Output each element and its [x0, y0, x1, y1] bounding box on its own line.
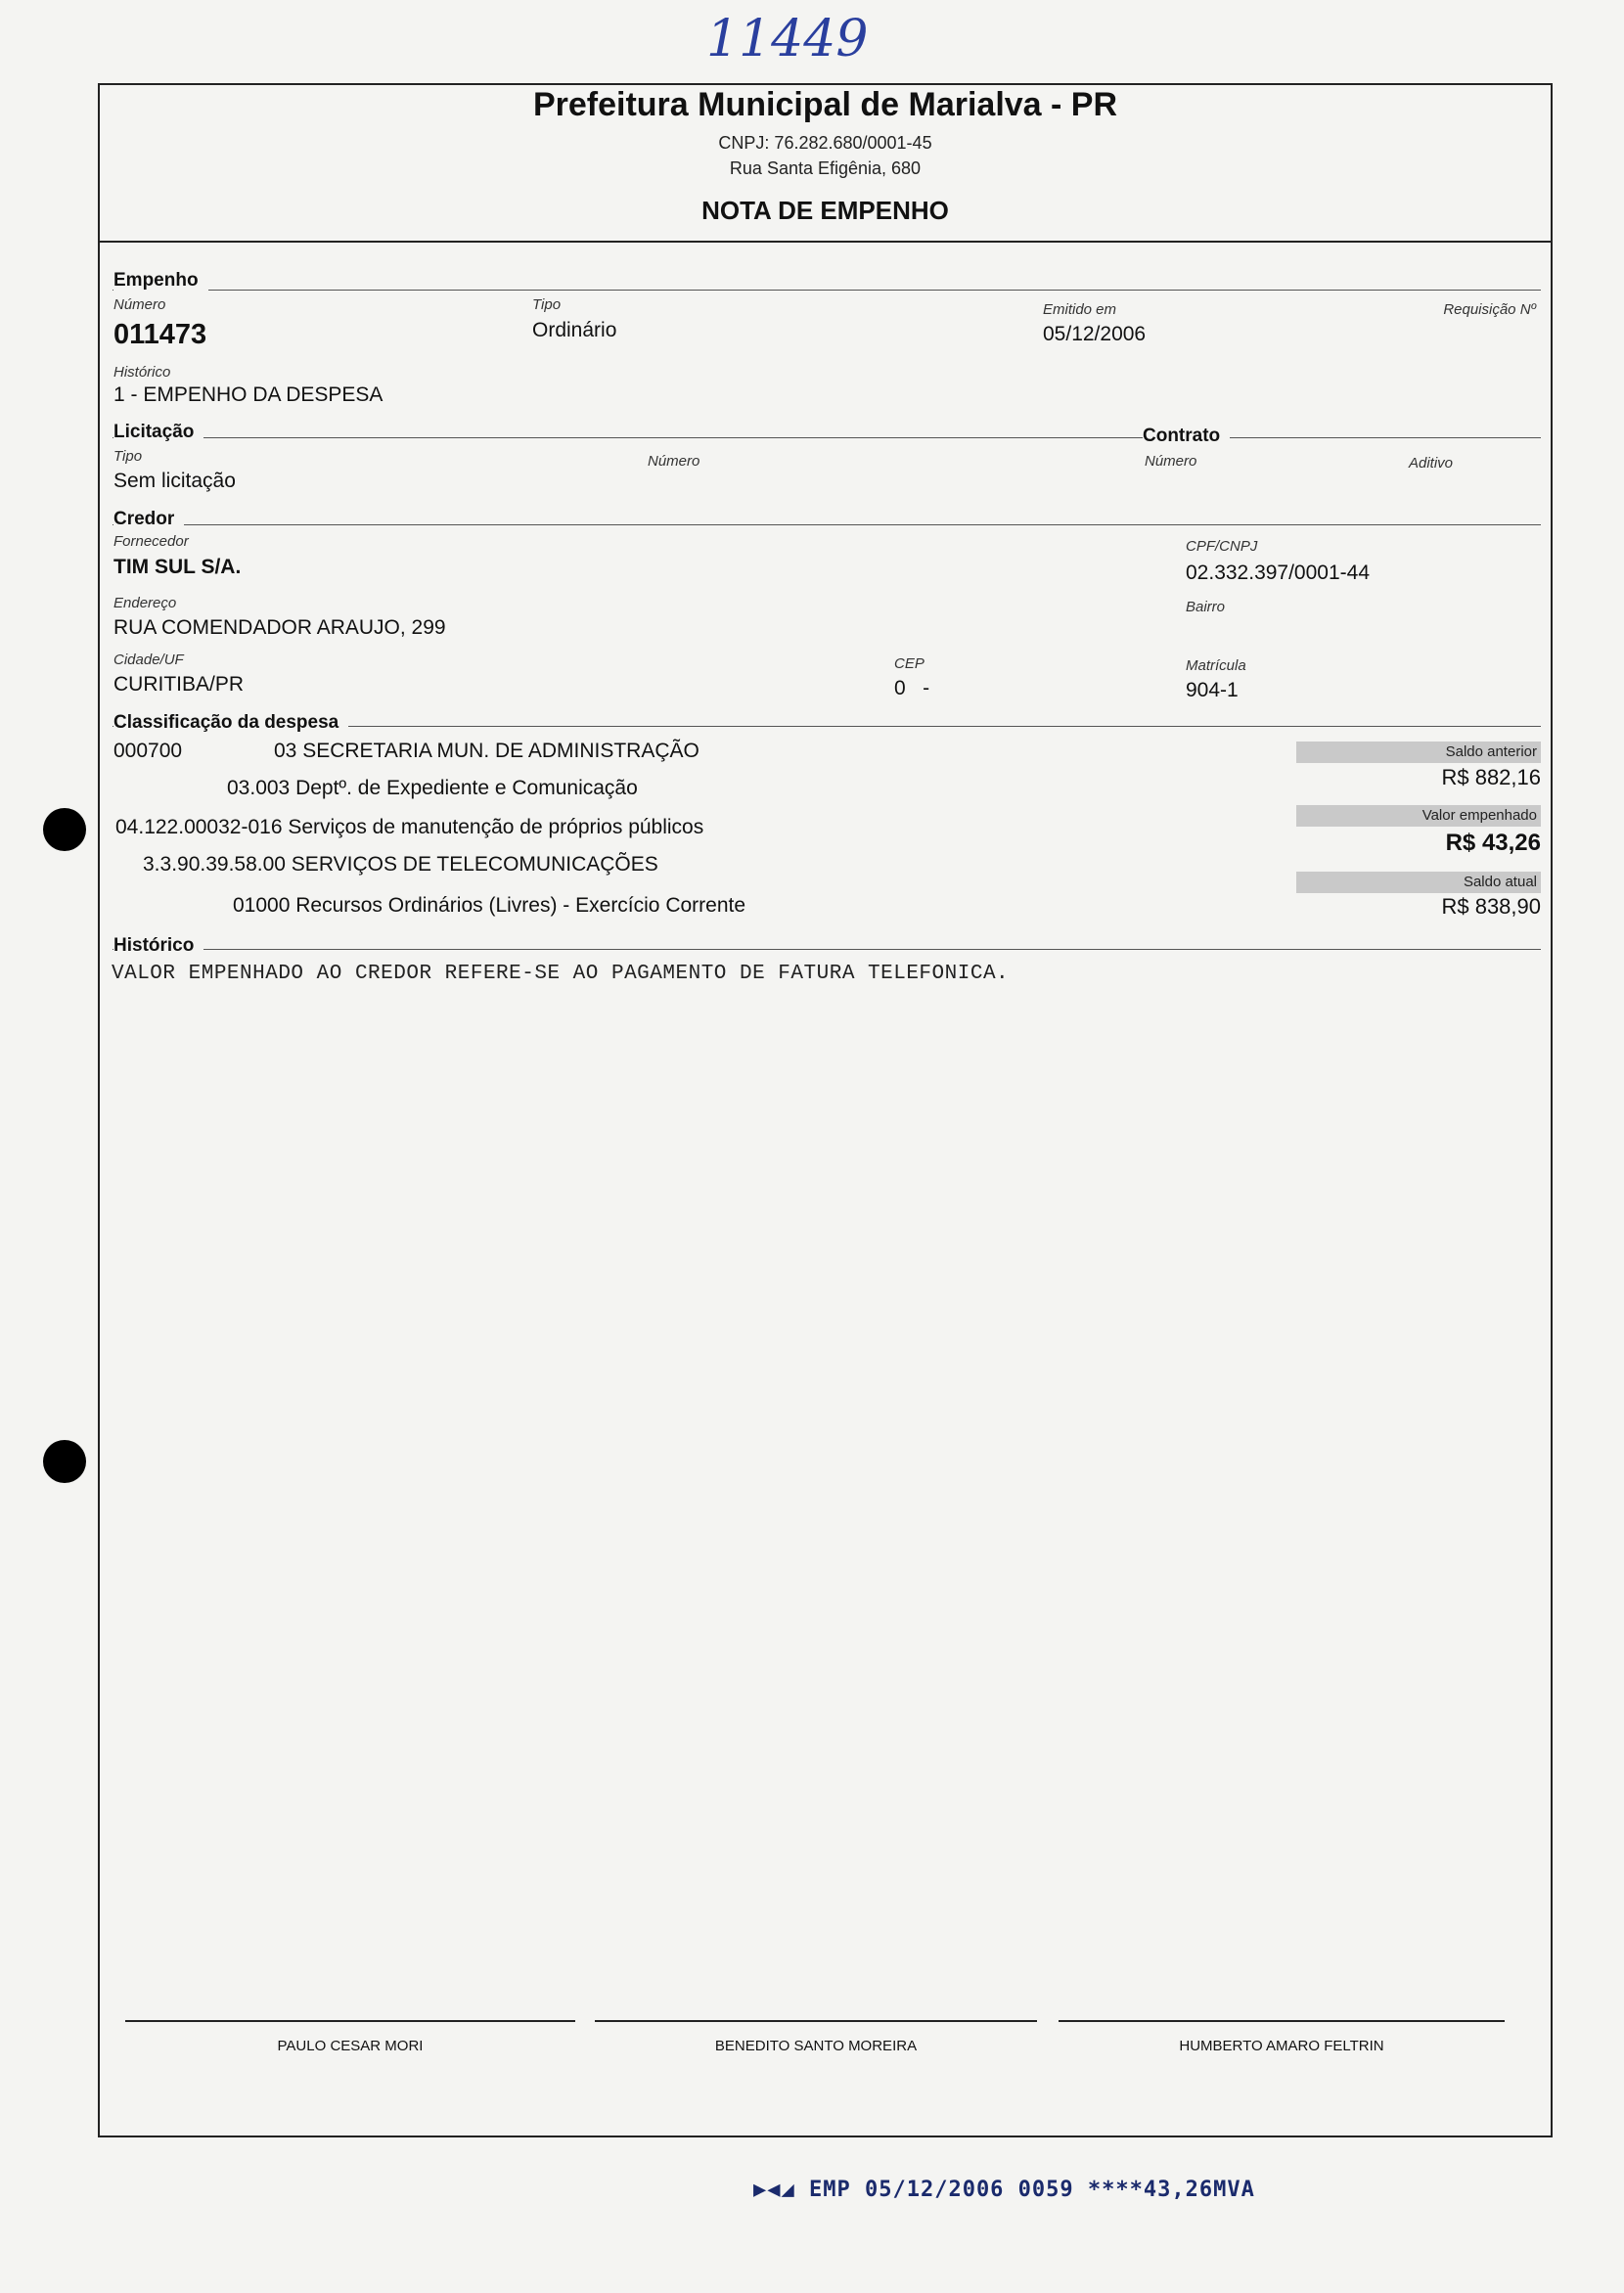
empenho-tipo: Ordinário [532, 319, 617, 341]
empenho-tipo-label: Tipo [532, 296, 562, 313]
historico-rule [113, 949, 1541, 950]
signature-name-2: BENEDITO SANTO MOREIRA [714, 2038, 918, 2054]
licitacao-rule [113, 437, 1541, 438]
credor-cpf-label: CPF/CNPJ [1186, 538, 1258, 555]
classificacao-section-title: Classificação da despesa [113, 712, 348, 734]
credor-matricula: 904-1 [1186, 679, 1239, 701]
empenho-emitido: 05/12/2006 [1043, 323, 1147, 345]
classificacao-line-0: 000700 [113, 740, 183, 762]
signature-line-2 [595, 2020, 1037, 2022]
empenho-historico-label: Histórico [113, 364, 171, 381]
protocol-stamp [753, 2178, 1262, 2202]
empenho-historico: 1 - EMPENHO DA DESPESA [113, 383, 383, 406]
credor-cidade: CURITIBA/PR [113, 673, 245, 696]
credor-endereco-label: Endereço [113, 595, 177, 611]
contrato-section-title: Contrato [1143, 426, 1230, 447]
classificacao-line-5: 01000 Recursos Ordinários (Livres) - Exercício Corrente [233, 894, 746, 917]
empenho-section-title: Empenho [113, 270, 208, 292]
licitacao-tipo-label: Tipo [113, 448, 143, 465]
licitacao-section-title: Licitação [113, 422, 203, 443]
header-separator [98, 241, 1553, 243]
saldo-atual-value: R$ 838,90 [1441, 894, 1541, 919]
signature-line-1 [125, 2020, 575, 2022]
credor-rule [113, 524, 1541, 525]
historico-section-title: Histórico [113, 935, 203, 957]
stamp-text: EMP 05/12/2006 0059 ****43,26MVA [809, 2178, 1255, 2202]
contrato-aditivo-label: Aditivo [1409, 455, 1454, 472]
empenho-numero-label: Número [113, 296, 166, 313]
saldo-atual-label: Saldo atual [1296, 872, 1541, 893]
document-title: NOTA DE EMPENHO [701, 196, 949, 225]
credor-endereco: RUA COMENDADOR ARAUJO, 299 [113, 616, 446, 639]
punch-hole-top [43, 808, 86, 851]
empenho-rule [113, 290, 1541, 291]
credor-matricula-label: Matrícula [1186, 657, 1246, 674]
saldo-anterior-value: R$ 882,16 [1441, 765, 1541, 789]
credor-cep: 0 - [894, 677, 930, 699]
licitacao-numero-label: Número [648, 453, 700, 470]
credor-fornecedor-label: Fornecedor [113, 533, 189, 550]
header-address: Rua Santa Efigênia, 680 [729, 158, 922, 178]
classificacao-line-2: 03.003 Deptº. de Expediente e Comunicação [227, 777, 638, 799]
credor-cpf: 02.332.397/0001-44 [1186, 562, 1371, 584]
classificacao-line-4: 3.3.90.39.58.00 SERVIÇOS DE TELECOMUNICAÇÕES [143, 853, 658, 876]
credor-cep-label: CEP [894, 655, 925, 672]
handwritten-page-number: 11449 [706, 10, 869, 68]
saldo-anterior-label: Saldo anterior [1296, 742, 1541, 763]
valor-empenhado-label: Valor empenhado [1296, 805, 1541, 827]
header-cnpj: CNPJ: 76.282.680/0001-45 [718, 133, 932, 153]
valor-empenhado-value: R$ 43,26 [1445, 830, 1541, 856]
classificacao-line-1: 03 SECRETARIA MUN. DE ADMINISTRAÇÃO [274, 740, 699, 762]
classificacao-line-3: 04.122.00032-016 Serviços de manutenção de próprios públicos [115, 816, 704, 838]
empenho-numero: 011473 [113, 319, 207, 350]
historico-text: VALOR EMPENHADO AO CREDOR REFERE-SE AO PAGAMENTO DE FATURA TELEFONICA. [112, 963, 1010, 985]
stamp-logo-icon: ▶◀◢ [753, 2178, 795, 2202]
credor-bairro-label: Bairro [1186, 599, 1226, 615]
signature-name-3: HUMBERTO AMARO FELTRIN [1179, 2038, 1384, 2054]
licitacao-tipo: Sem licitação [113, 470, 236, 492]
contrato-numero-label: Número [1145, 453, 1197, 470]
empenho-emitido-label: Emitido em [1043, 301, 1117, 318]
signature-name-1: PAULO CESAR MORI [277, 2038, 424, 2054]
credor-fornecedor: TIM SUL S/A. [113, 556, 242, 578]
empenho-requisicao-label: Requisição Nº [1443, 301, 1536, 318]
signature-line-3 [1059, 2020, 1505, 2022]
credor-section-title: Credor [113, 509, 184, 530]
page-title: Prefeitura Municipal de Marialva - PR [532, 86, 1118, 123]
punch-hole-bottom [43, 1440, 86, 1483]
credor-cidade-label: Cidade/UF [113, 652, 184, 668]
